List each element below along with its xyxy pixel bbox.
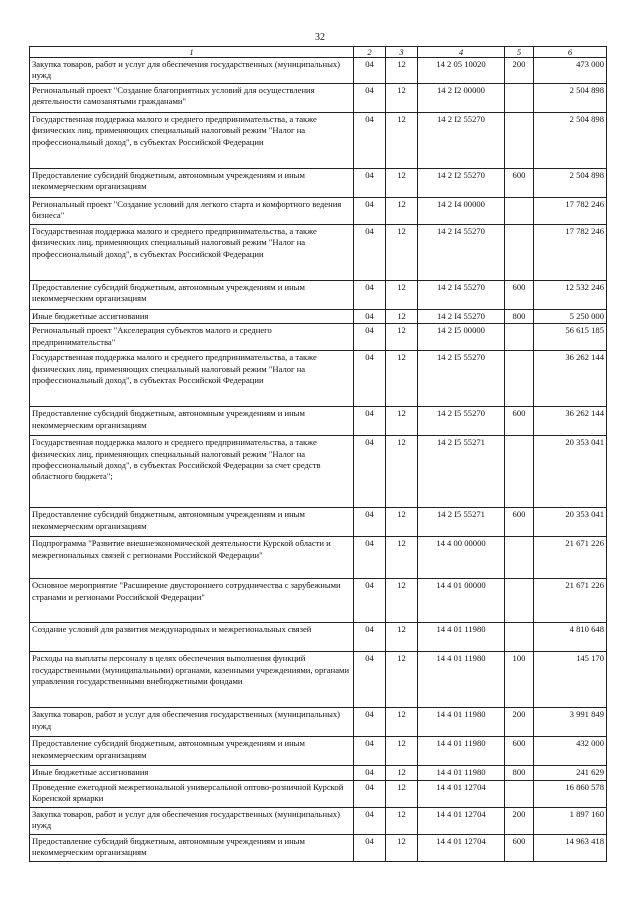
row-expense-type: 800	[505, 766, 534, 780]
row-subsection: 12	[386, 351, 418, 407]
row-name: Создание условий для развития международных и межрегиональных связей	[30, 623, 354, 652]
row-expense-type	[505, 351, 534, 407]
row-name: Государственная поддержка малого и среднего предпринимательства, а также физических лиц, применяющих специальный налоговый режим "Налог на профессиональный доход", в субъектах Российской Федерации за счет средств областного бюджета";	[30, 436, 354, 508]
row-expense-type	[505, 623, 534, 652]
row-section: 04	[354, 737, 386, 766]
table-row	[30, 436, 607, 508]
row-expense-type: 200	[505, 708, 534, 737]
table-row	[30, 579, 607, 623]
row-name: Государственная поддержка малого и среднего предпринимательства, а также физических лиц, применяющих специальный налоговый режим "Налог на профессиональный доход", в субъектах Российской Федерации	[30, 351, 354, 407]
row-target-article: 14 2 I5 55271	[418, 436, 505, 508]
row-target-article: 14 4 01 00000	[418, 579, 505, 623]
row-name: Расходы на выплаты персоналу в целях обеспечения выполнения функций государственными (муниципальными) органами, казенными учреждениями, органами управления государственными внебюджетными фондами	[30, 652, 354, 708]
row-section: 04	[354, 436, 386, 508]
row-amount: 36 262 144	[534, 351, 607, 407]
column-number-row	[30, 47, 607, 58]
row-section: 04	[354, 708, 386, 737]
table-row	[30, 737, 607, 766]
row-amount: 3 991 849	[534, 708, 607, 737]
row-expense-type	[505, 436, 534, 508]
row-subsection: 12	[386, 537, 418, 579]
row-name: Региональный проект "Создание благоприятных условий для осуществления деятельности самозанятыми гражданами"	[30, 83, 354, 112]
row-target-article: 14 2 I4 00000	[418, 197, 505, 224]
row-subsection: 12	[386, 112, 418, 168]
row-target-article: 14 2 I2 00000	[418, 83, 505, 112]
row-subsection: 12	[386, 58, 418, 84]
row-expense-type: 200	[505, 58, 534, 84]
row-amount: 1 897 160	[534, 807, 607, 834]
row-target-article: 14 4 01 11980	[418, 766, 505, 780]
row-subsection: 12	[386, 197, 418, 224]
row-section: 04	[354, 324, 386, 351]
row-section: 04	[354, 83, 386, 112]
row-target-article: 14 4 00 00000	[418, 537, 505, 579]
row-target-article: 14 2 05 10020	[418, 58, 505, 84]
column-number-5: 5	[505, 47, 534, 58]
row-section: 04	[354, 508, 386, 537]
table-row	[30, 508, 607, 537]
row-name: Предоставление субсидий бюджетным, автономным учреждениям и иным некоммерческим организациям	[30, 407, 354, 436]
row-expense-type: 200	[505, 807, 534, 834]
row-subsection: 12	[386, 652, 418, 708]
row-subsection: 12	[386, 168, 418, 197]
column-number-3: 3	[386, 47, 418, 58]
row-expense-type: 600	[505, 280, 534, 309]
row-section: 04	[354, 537, 386, 579]
row-expense-type	[505, 324, 534, 351]
row-target-article: 14 2 I5 55271	[418, 508, 505, 537]
row-name: Предоставление субсидий бюджетным, автономным учреждениям и иным некоммерческим организациям	[30, 508, 354, 537]
table-row	[30, 834, 607, 861]
row-name: Предоставление субсидий бюджетным, автономным учреждениям и иным некоммерческим организациям	[30, 280, 354, 309]
row-section: 04	[354, 407, 386, 436]
row-section: 04	[354, 623, 386, 652]
row-amount: 17 782 246	[534, 197, 607, 224]
row-expense-type	[505, 579, 534, 623]
row-subsection: 12	[386, 807, 418, 834]
row-amount: 2 504 898	[534, 168, 607, 197]
row-amount: 17 782 246	[534, 224, 607, 280]
row-target-article: 14 2 I2 55270	[418, 112, 505, 168]
table-row	[30, 197, 607, 224]
row-target-article: 14 4 01 11980	[418, 652, 505, 708]
row-amount: 5 250 000	[534, 309, 607, 323]
row-amount: 14 963 418	[534, 834, 607, 861]
row-section: 04	[354, 112, 386, 168]
column-number-4: 4	[418, 47, 505, 58]
table-row	[30, 58, 607, 84]
column-number-1: 1	[30, 47, 354, 58]
row-expense-type	[505, 224, 534, 280]
table-row	[30, 807, 607, 834]
row-subsection: 12	[386, 309, 418, 323]
row-target-article: 14 2 I4 55270	[418, 280, 505, 309]
row-section: 04	[354, 224, 386, 280]
row-subsection: 12	[386, 737, 418, 766]
row-subsection: 12	[386, 623, 418, 652]
row-amount: 145 170	[534, 652, 607, 708]
row-target-article: 14 4 01 11980	[418, 708, 505, 737]
row-target-article: 14 4 01 11980	[418, 737, 505, 766]
row-expense-type	[505, 112, 534, 168]
row-name: Государственная поддержка малого и среднего предпринимательства, а также физических лиц, применяющих специальный налоговый режим "Налог на профессиональный доход", в субъектах Российской Федерации	[30, 112, 354, 168]
row-expense-type: 600	[505, 407, 534, 436]
row-subsection: 12	[386, 508, 418, 537]
row-expense-type: 600	[505, 168, 534, 197]
row-target-article: 14 2 I4 55270	[418, 309, 505, 323]
row-subsection: 12	[386, 407, 418, 436]
row-name: Предоставление субсидий бюджетным, автономным учреждениям и иным некоммерческим организациям	[30, 737, 354, 766]
row-expense-type	[505, 197, 534, 224]
row-target-article: 14 2 I5 55270	[418, 351, 505, 407]
row-section: 04	[354, 807, 386, 834]
row-target-article: 14 2 I5 00000	[418, 324, 505, 351]
column-number-2: 2	[354, 47, 386, 58]
row-amount: 56 615 185	[534, 324, 607, 351]
table-row	[30, 83, 607, 112]
row-name: Иные бюджетные ассигнования	[30, 766, 354, 780]
row-target-article: 14 2 I2 55270	[418, 168, 505, 197]
row-amount: 20 353 041	[534, 508, 607, 537]
row-target-article: 14 4 01 12704	[418, 807, 505, 834]
row-section: 04	[354, 168, 386, 197]
row-expense-type	[505, 537, 534, 579]
table-row	[30, 280, 607, 309]
table-row	[30, 168, 607, 197]
row-subsection: 12	[386, 780, 418, 807]
table-row	[30, 652, 607, 708]
row-subsection: 12	[386, 436, 418, 508]
row-target-article: 14 2 I4 55270	[418, 224, 505, 280]
row-target-article: 14 4 01 12704	[418, 780, 505, 807]
row-name: Закупка товаров, работ и услуг для обеспечения государственных (муниципальных) нужд	[30, 708, 354, 737]
row-section: 04	[354, 351, 386, 407]
row-name: Предоставление субсидий бюджетным, автономным учреждениям и иным некоммерческим организациям	[30, 168, 354, 197]
row-name: Подпрограмма "Развитие внешнеэкономической деятельности Курской области и межрегиональных связей с регионами Российской Федерации"	[30, 537, 354, 579]
row-amount: 21 671 226	[534, 579, 607, 623]
row-subsection: 12	[386, 280, 418, 309]
table-row	[30, 766, 607, 780]
row-name: Иные бюджетные ассигнования	[30, 309, 354, 323]
row-amount: 4 810 648	[534, 623, 607, 652]
row-name: Закупка товаров, работ и услуг для обеспечения государственных (муниципальных) нужд	[30, 58, 354, 84]
row-amount: 473 000	[534, 58, 607, 84]
table-row	[30, 537, 607, 579]
row-section: 04	[354, 58, 386, 84]
table-row	[30, 351, 607, 407]
row-section: 04	[354, 579, 386, 623]
row-section: 04	[354, 652, 386, 708]
row-section: 04	[354, 197, 386, 224]
row-target-article: 14 4 01 12704	[418, 834, 505, 861]
page-number: 32	[315, 32, 325, 43]
row-amount: 21 671 226	[534, 537, 607, 579]
row-expense-type: 600	[505, 834, 534, 861]
row-name: Основное мероприятие "Расширение двустороннего сотрудничества с зарубежными странами и регионами Российской Федерации"	[30, 579, 354, 623]
row-subsection: 12	[386, 224, 418, 280]
row-subsection: 12	[386, 579, 418, 623]
row-expense-type: 100	[505, 652, 534, 708]
table-row	[30, 112, 607, 168]
row-name: Региональный проект "Создание условий для легкого старта и комфортного ведения бизнеса"	[30, 197, 354, 224]
row-expense-type: 600	[505, 508, 534, 537]
row-amount: 2 504 898	[534, 83, 607, 112]
table-row	[30, 623, 607, 652]
row-section: 04	[354, 834, 386, 861]
row-name: Закупка товаров, работ и услуг для обеспечения государственных (муниципальных) нужд	[30, 807, 354, 834]
row-target-article: 14 2 I5 55270	[418, 407, 505, 436]
row-subsection: 12	[386, 324, 418, 351]
table-row	[30, 324, 607, 351]
row-name: Предоставление субсидий бюджетным, автономным учреждениям и иным некоммерческим организациям	[30, 834, 354, 861]
row-target-article: 14 4 01 11980	[418, 623, 505, 652]
row-expense-type	[505, 83, 534, 112]
row-name: Проведение ежегодной межрегиональной универсальной оптово-розничной Курской Коренской ярмарки	[30, 780, 354, 807]
table-row	[30, 309, 607, 323]
row-section: 04	[354, 309, 386, 323]
row-name: Региональный проект "Акселерация субъектов малого и среднего предпринимательства"	[30, 324, 354, 351]
row-section: 04	[354, 766, 386, 780]
row-subsection: 12	[386, 83, 418, 112]
table-row	[30, 407, 607, 436]
row-amount: 36 262 144	[534, 407, 607, 436]
row-amount: 241 629	[534, 766, 607, 780]
table-row	[30, 780, 607, 807]
row-subsection: 12	[386, 766, 418, 780]
row-subsection: 12	[386, 708, 418, 737]
row-section: 04	[354, 280, 386, 309]
budget-table	[29, 46, 607, 862]
row-expense-type: 600	[505, 737, 534, 766]
row-amount: 12 532 246	[534, 280, 607, 309]
column-number-6: 6	[534, 47, 607, 58]
row-amount: 16 860 578	[534, 780, 607, 807]
row-expense-type: 800	[505, 309, 534, 323]
row-expense-type	[505, 780, 534, 807]
row-amount: 20 353 041	[534, 436, 607, 508]
row-section: 04	[354, 780, 386, 807]
row-name: Государственная поддержка малого и среднего предпринимательства, а также физических лиц, применяющих специальный налоговый режим "Налог на профессиональный доход", в субъектах Российской Федерации	[30, 224, 354, 280]
table-row	[30, 224, 607, 280]
row-amount: 432 000	[534, 737, 607, 766]
row-amount: 2 504 898	[534, 112, 607, 168]
table-row	[30, 708, 607, 737]
row-subsection: 12	[386, 834, 418, 861]
